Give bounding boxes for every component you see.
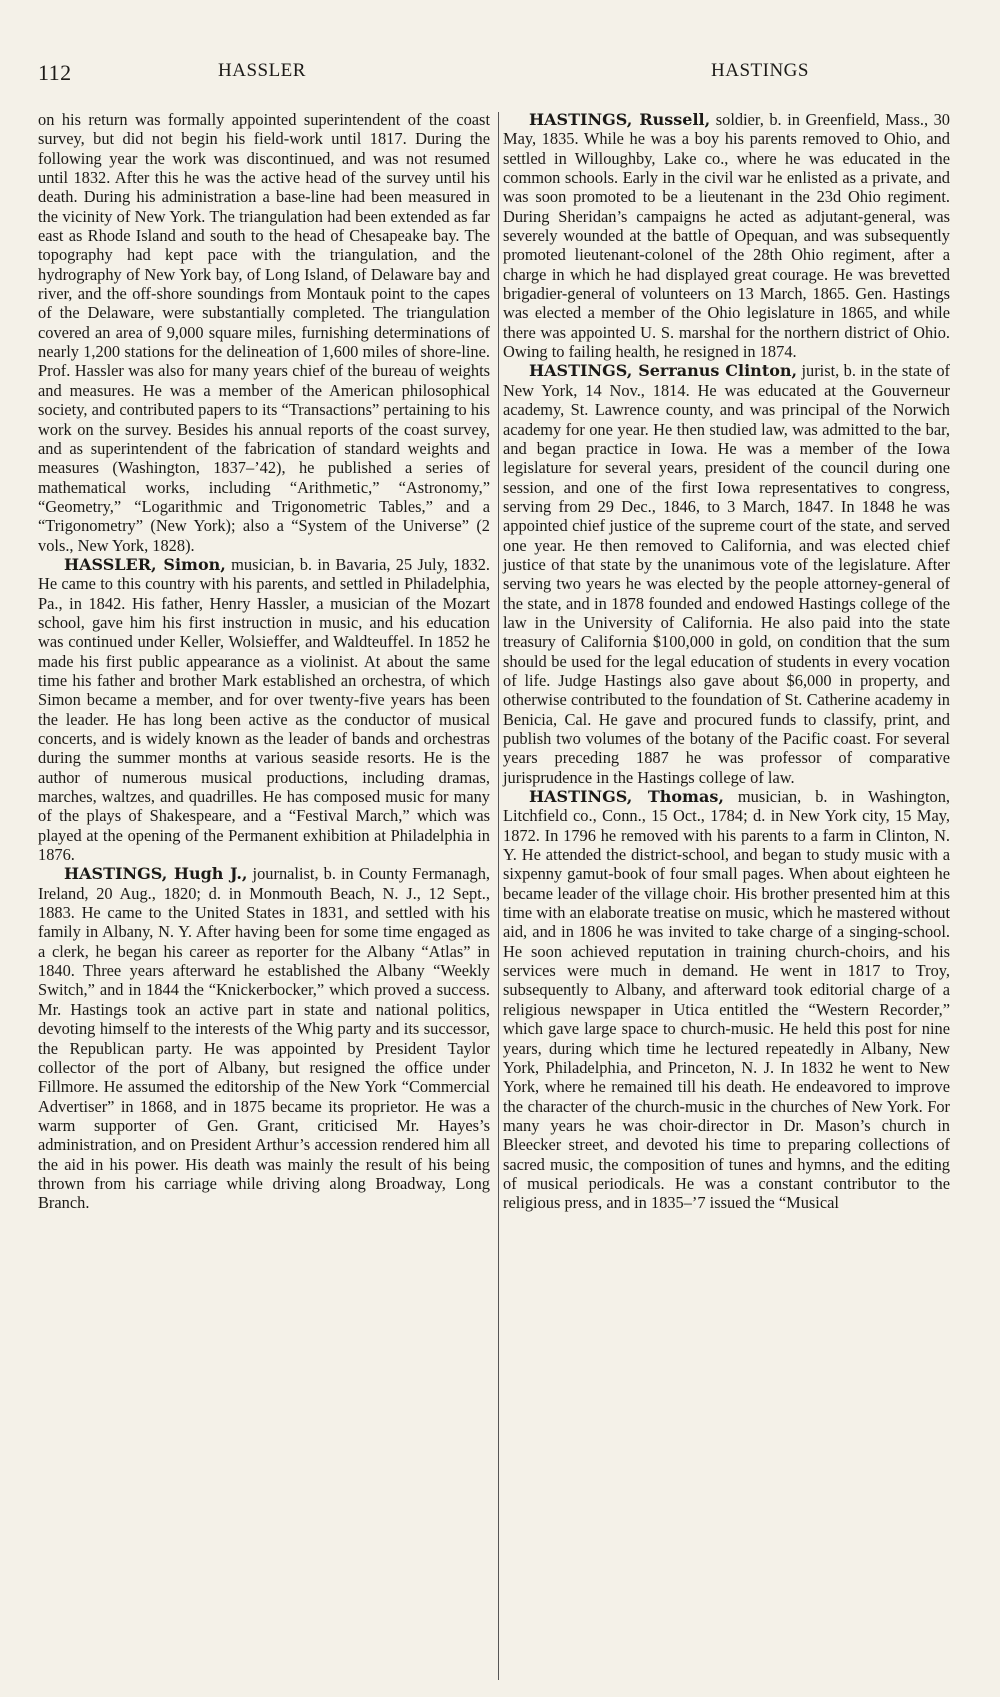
left-running-head: HASSLER bbox=[218, 60, 306, 81]
page-number: 112 bbox=[38, 60, 72, 85]
entry-text: soldier, b. in Greenfield, Mass., 30 May, 1835. While he was a boy his parents removed to Ohio, and settled in Willoughby, Lake co., where he was educated in the common schools. Early in the civil war he enlisted as a private, and was soon promoted to be a lieutenant in the 23d Ohio regiment. During Sheridan’s campaigns he acted as adjutant-general, was severely wounded at the battle of Opequan, and was subsequently promoted lieutenant-colonel of the 28th Ohio regiment, after a charge in which he had displayed great courage. He was brevetted brigadier-general of volunteers on 13 March, 1865. Gen. Hastings was elected a member of the Ohio legislature in 1865, and while there was appointed U. S. marshal for the northern district of Ohio. Owing to failing health, he resigned in 1874. bbox=[503, 110, 950, 362]
right-column bbox=[503, 110, 950, 1213]
running-header bbox=[38, 60, 970, 90]
entry-hastings-serranus bbox=[503, 361, 950, 787]
column-divider bbox=[498, 112, 499, 1680]
right-running-head: HASTINGS bbox=[711, 60, 809, 81]
entry-hassler-simon bbox=[38, 555, 490, 865]
headword: HASSLER, Simon, bbox=[64, 554, 226, 574]
hassler-continuation-paragraph: on his return was formally appointed superintendent of the coast survey, but did not begin his field-work until 1817. During the following year the work was discontinued, and was not resumed until 1832. After this he was the active head of the survey until his death. During his administration a base-line had been measured in the vicinity of New York. The triangulation had been extended as far east as Rhode Island and south to the head of Chesapeake bay. The topography had kept pace with the triangulation, and the hydrography of New York bay, of Long Island, of Delaware bay and river, and the off-shore soundings from Montauk point to the capes of the Delaware, were substantially completed. The triangulation covered an area of 9,000 square miles, furnishing determinations of nearly 1,200 stations for the delineation of 1,600 miles of shore-line. Prof. Hassler was also for many years chief of the bureau of weights and measures. He was a member of the American philosophical society, and contributed papers to its “Transactions” pertaining to his work on the survey. Besides his annual reports of the coast survey, and as superintendent of the fabrication of standard weights and measures (Washington, 1837–’42), he published a series of mathematical works, including “Arithmetic,” “Astronomy,” “Geometry,” “Logarithmic and Trigonometric Tables,” and a “Trigonometry” (New York); also a “System of the Universe” (2 vols., New York, 1828). bbox=[38, 110, 490, 555]
entry-text: journalist, b. in County Fermanagh, Ireland, 20 Aug., 1820; d. in Monmouth Beach, N. J., 12 Sept., 1883. He came to the United States in 1831, and settled with his family in Albany, N. Y. After having been for some time engaged as a clerk, he began his career as reporter for the Albany “Atlas” in 1840. Three years afterward he established the Albany “Weekly Switch,” and in 1844 the “Knickerbocker,” which proved a success. Mr. Hastings took an active part in state and national politics, devoting himself to the interests of the Whig party and its successor, the Republican party. He was appointed by President Taylor collector of the port of Albany, but resigned the office under Fillmore. He assumed the editorship of the New York “Commercial Advertiser” in 1868, and in 1875 became its proprietor. He was a warm supporter of Gen. Grant, criticised Mr. Hayes’s administration, and on President Arthur’s accession rendered him all the aid in his power. His death was mainly the result of his being thrown from his carriage while driving along Broadway, Long Branch. bbox=[38, 864, 491, 1213]
headword: HASTINGS, Thomas, bbox=[529, 787, 724, 807]
entry-hastings-hugh bbox=[38, 864, 490, 1212]
left-column bbox=[38, 110, 490, 1213]
headword: HASTINGS, Serranus Clinton, bbox=[529, 361, 798, 381]
headword: HASTINGS, Hugh J., bbox=[64, 864, 248, 884]
entry-hastings-thomas bbox=[503, 787, 950, 1213]
entry-text: jurist, b. in the state of New York, 14 Nov., 1814. He was educated at the Gouverneur academy, St. Lawrence county, and was principal of the Norwich academy for one year. He then studied law, was admitted to the bar, and began practice in Iowa. He was a member of the Iowa legislature for several years, president of the council during one session, and one of the first Iowa representatives to congress, serving from 29 Dec., 1846, to 3 March, 1847. In 1848 he was appointed chief justice of the supreme court of the state, and served one year. He then removed to California, and was elected chief justice of that state by the unanimous vote of the legislature. After serving two years he was elected by the people attorney-general of the state, and in 1878 founded and endowed Hastings college of the law in the University of California. He also paid into the state treasury of California $100,000 in gold, on condition that the sum should be used for the legal education of students in every vocation of life. Judge Hastings also gave about $6,000 in property, and otherwise contributed to the foundation of St. Catherine academy in Benicia, Cal. He gave and procured funds to classify, print, and publish two volumes of the botany of the Pacific coast. For several years preceding 1887 he was professor of comparative jurisprudence in the Hastings college of law. bbox=[503, 361, 950, 787]
entry-hastings-russell bbox=[503, 110, 950, 361]
entry-text: musician, b. in Washington, Litchfield co., Conn., 15 Oct., 1784; d. in New York city, 15 May, 1872. In 1796 he removed with his parents to a farm in Clinton, N. Y. He attended the district-school, and began to study music with a sixpenny gamut-book of four small pages. When about eighteen he became leader of the village choir. His brother presented him at this time with an elaborate treatise on music, which he mastered without aid, and in 1806 he was invited to take charge of a singing-school. He soon achieved reputation in training church-choirs, and his services were much in demand. He went in 1817 to Troy, subsequently to Albany, and afterward took editorial charge of a religious newspaper in Utica entitled the “Western Recorder,” which gave large space to church-music. He held this post for nine years, during which time he lectured repeatedly in Albany, New York, Philadelphia, and Princeton, N. J. In 1832 he went to New York, where he remained till his death. He endeavored to improve the character of the church-music in the churches of New York. For many years he was choir-director in Dr. Mason’s church in Bleecker street, and devoted his time to preparing collections of sacred music, the composition of tunes and hymns, and the editing of musical periodicals. He was a constant contributor to the religious press, and in 1835–’7 issued the “Musical bbox=[503, 787, 950, 1213]
entry-text: musician, b. in Bavaria, 25 July, 1832. He came to this country with his parents, and settled in Philadelphia, Pa., in 1842. His father, Henry Hassler, a musician of the Mozart school, gave him his first instruction in music, and his education was continued under Keller, Wolsieffer, and Waldteuffel. In 1852 he made his first public appearance as a violinist. At about the same time his father and brother Mark established an orchestra, of which Simon became a member, and for over twenty-five years has been the leader. He has long been active as the conductor of musical concerts, and is widely known as the leader of bands and orchestras during the summer months at various seaside resorts. He is the author of numerous musical productions, including dramas, marches, waltzes, and quadrilles. He has composed music for many of the plays of Shakespeare, and a “Festival March,” which was played at the opening of the Permanent exhibition at Philadelphia in 1876. bbox=[38, 554, 491, 865]
headword: HASTINGS, Russell, bbox=[529, 110, 711, 129]
